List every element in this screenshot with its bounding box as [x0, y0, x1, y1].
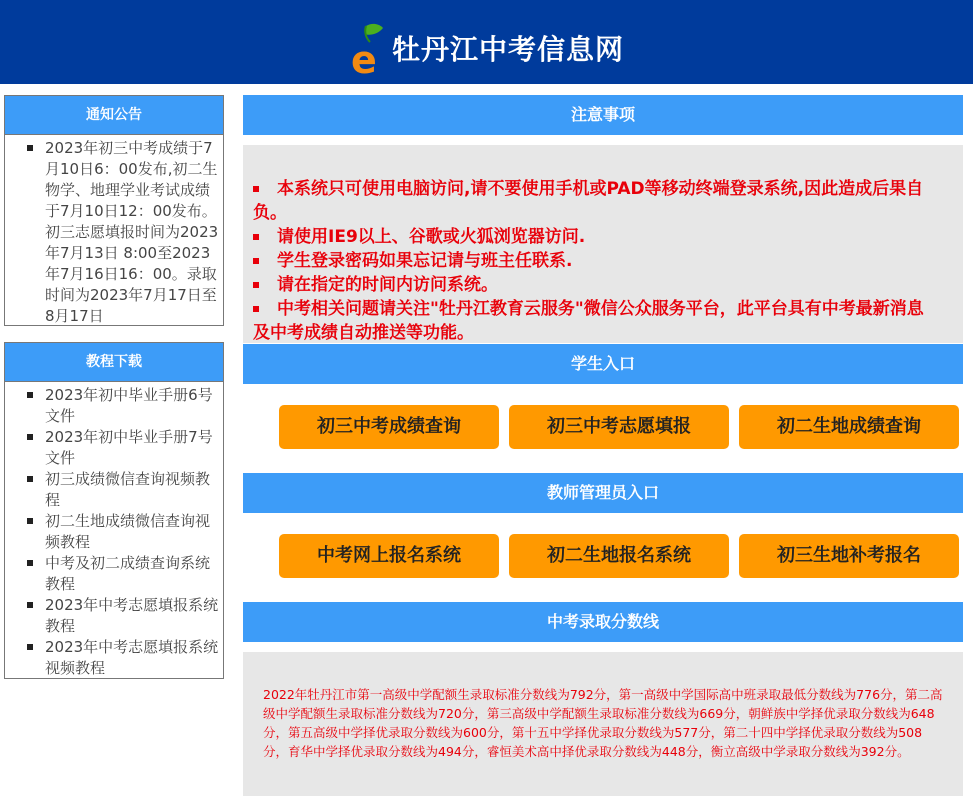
site-title: 牡丹江中考信息网 — [392, 33, 625, 66]
notes-section-title: 注意事项 — [243, 95, 963, 135]
tutorial-link[interactable]: 初二生地成绩微信查询视频教程 — [27, 511, 221, 553]
notes-item: 学生登录密码如果忘记请与班主任联系. — [253, 249, 939, 273]
scores-panel — [243, 652, 963, 796]
exam-registration-button[interactable]: 中考网上报名系统 — [279, 534, 499, 578]
tutorial-list — [5, 385, 221, 678]
grade9-makeup-registration-button[interactable]: 初三生地补考报名 — [739, 534, 959, 578]
notes-panel — [243, 145, 963, 343]
notice-item[interactable]: 2023年初三中考成绩于7月10日6：00发布,初二生物学、地理学业考试成绩于7月10日12：00发布。初三志愿填报时间为2023年7月13日 8:00至2023年7月16日16：00。录取时间为2023年7月17日至8月17日 — [27, 138, 221, 325]
notes-item: 请使用IE9以上、谷歌或火狐浏览器访问. — [253, 225, 939, 249]
student-section-title: 学生入口 — [243, 344, 963, 384]
grade9-application-button[interactable]: 初三中考志愿填报 — [509, 405, 729, 449]
tutorial-link[interactable]: 初三成绩微信查询视频教程 — [27, 469, 221, 511]
notes-item: 中考相关问题请关注"牡丹江教育云服务"微信公众服务平台，此平台具有中考最新消息及中考成绩自动推送等功能。 — [253, 297, 939, 345]
tutorial-link[interactable]: 2023年中考志愿填报系统视频教程 — [27, 637, 221, 678]
tutorial-link[interactable]: 中考及初二成绩查询系统教程 — [27, 553, 221, 595]
grade8-score-query-button[interactable]: 初二生地成绩查询 — [739, 405, 959, 449]
notice-panel — [4, 95, 224, 326]
scores-text: 2022年牡丹江市第一高级中学配额生录取标准分数线为792分，第一高级中学国际高中班录取最低分数线为776分，第二高级中学配额生录取标准分数线为720分，第三高级中学配额生录取标准分数线为669分，朝鲜族中学择优录取分数线为648分，第五高级中学择优录取分数线为600分，第十五中学择优录取分数线为577分，第二十四中学择优录取分数线为508分，育华中学择优录取分数线为494分，睿恒美术高中择优录取分数线为448分，衡立高级中学录取分数线为392分。 — [263, 687, 943, 759]
notes-item: 请在指定的时间内访问系统。 — [253, 273, 939, 297]
notice-scroll-area[interactable] — [5, 135, 223, 325]
notice-panel-title: 通知公告 — [5, 96, 223, 135]
logo-icon — [350, 22, 386, 76]
tutorial-link[interactable]: 2023年初中毕业手册7号文件 — [27, 427, 221, 469]
tutorial-link[interactable]: 2023年中考志愿填报系统教程 — [27, 595, 221, 637]
grade9-score-query-button[interactable]: 初三中考成绩查询 — [279, 405, 499, 449]
svg-text:e: e — [351, 38, 377, 76]
tutorial-panel — [4, 342, 224, 679]
grade8-registration-button[interactable]: 初二生地报名系统 — [509, 534, 729, 578]
scores-section-title: 中考录取分数线 — [243, 602, 963, 642]
site-header — [0, 0, 973, 84]
notes-item: 本系统只可使用电脑访问,请不要使用手机或PAD等移动终端登录系统,因此造成后果自负。 — [253, 177, 939, 225]
teacher-section-title: 教师管理员入口 — [243, 473, 963, 513]
tutorial-link[interactable]: 2023年初中毕业手册6号文件 — [27, 385, 221, 427]
tutorial-panel-title: 教程下载 — [5, 343, 223, 382]
